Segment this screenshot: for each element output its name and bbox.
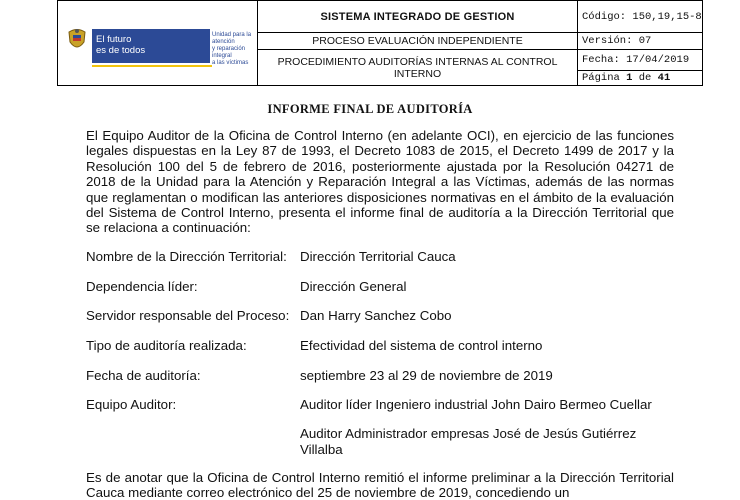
brand-slogan: El futuro es de todos [92, 29, 210, 63]
coat-of-arms-icon [66, 27, 88, 53]
logo-cell [58, 1, 258, 86]
intro-paragraph: El Equipo Auditor de la Oficina de Control Interno (en adelante OCI), en ejercicio de las funciones legales dispuestas en la Ley 87 de 1993, el Decreto 1083 de 2015, el Decreto 1499 de 2017 y la Resolución 100 del 5 de febrero de 2016, posteriormente ajustada por la Resolución 04271 de 2018 de la Unidad para la Atención y Reparación Integral a las Víctimas, además de las normas que reglamentan o modifican las anteriores disposiciones normativas en el ámbito de la evaluación del Sistema de Control Interno, presenta el informe final de auditoría a la Dirección Territorial que se relaciona a continuación: [86, 128, 674, 236]
process-name: PROCESO EVALUACIÓN INDEPENDIENTE [258, 33, 578, 50]
closing-paragraph: Es de anotar que la Oficina de Control Interno remitió el informe preliminar a la Dirección Territorial Cauca mediante correo electrónico del 25 de noviembre de 2019, concediendo un [86, 470, 674, 500]
document-code: Código: 150,19,15-8 [578, 1, 703, 33]
procedure-name: PROCEDIMIENTO AUDITORÍAS INTERNAS AL CONTROL INTERNO [258, 50, 578, 86]
unit-tagline: Unidad para la atención y reparación integral a las víctimas [212, 32, 252, 66]
document-version: Versión: 07 [578, 33, 703, 50]
page-number: Página 1 de 41 [578, 71, 703, 86]
organization-logo [58, 1, 257, 85]
system-title: SISTEMA INTEGRADO DE GESTION [258, 1, 578, 33]
report-title: INFORME FINAL DE AUDITORÍA [267, 102, 473, 116]
document-date: Fecha: 17/04/2019 [578, 50, 703, 71]
brand-underline [92, 65, 212, 67]
document-header-table [57, 0, 703, 86]
